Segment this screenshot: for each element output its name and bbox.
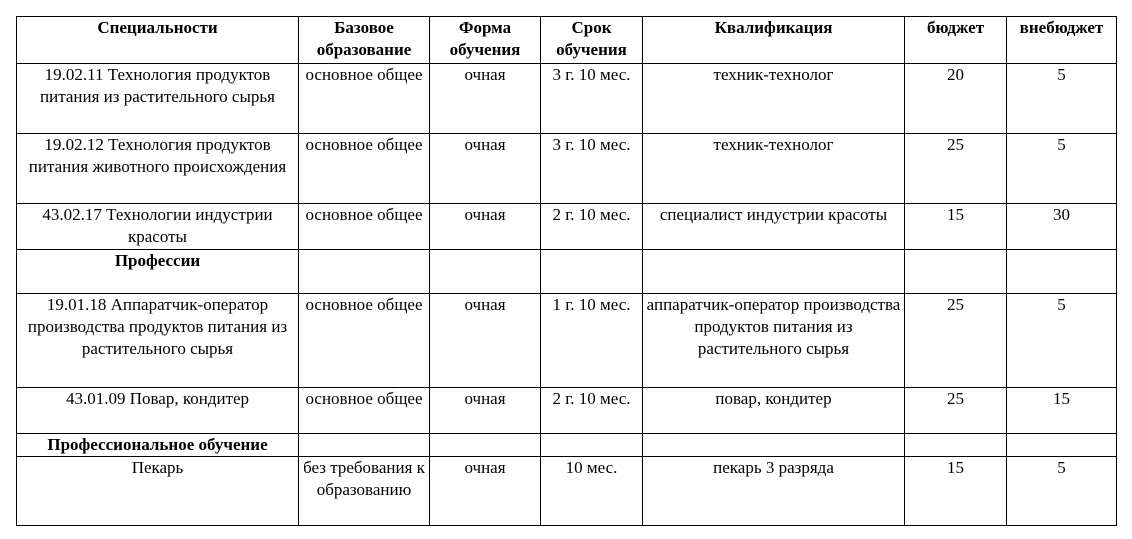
cell-duration: 2 г. 10 мес. <box>541 204 643 250</box>
cell-duration: 10 мес. <box>541 457 643 526</box>
cell-base-education: основное общее <box>299 64 430 134</box>
cell-budget: 25 <box>905 388 1007 434</box>
cell-specialty: 43.01.09 Повар, кондитер <box>17 388 299 434</box>
cell-study-form: очная <box>430 294 541 388</box>
cell-budget: 25 <box>905 294 1007 388</box>
cell-qualification: пекарь 3 разряда <box>643 457 905 526</box>
cell-study-form: очная <box>430 134 541 204</box>
header-base-education: Базовое образование <box>299 17 430 64</box>
header-row <box>17 17 1117 64</box>
cell-specialty: 19.02.11 Технология продуктов питания из растительного сырья <box>17 64 299 134</box>
header-extra-budget: внебюджет <box>1007 17 1117 64</box>
cell-qualification: аппаратчик-оператор производства продуктов питания из растительного сырья <box>643 294 905 388</box>
cell-specialty: 43.02.17 Технологии индустрии красоты <box>17 204 299 250</box>
cell-specialty: 19.02.12 Технология продуктов питания животного происхождения <box>17 134 299 204</box>
cell-extra-budget: 5 <box>1007 294 1117 388</box>
section-row <box>17 434 1117 457</box>
empty-cell <box>299 250 430 294</box>
empty-cell <box>905 250 1007 294</box>
empty-cell <box>643 250 905 294</box>
cell-duration: 3 г. 10 мес. <box>541 64 643 134</box>
cell-duration: 3 г. 10 мес. <box>541 134 643 204</box>
header-study-form: Форма обучения <box>430 17 541 64</box>
cell-budget: 25 <box>905 134 1007 204</box>
cell-study-form: очная <box>430 204 541 250</box>
cell-base-education: основное общее <box>299 204 430 250</box>
empty-cell <box>541 434 643 457</box>
empty-cell <box>643 434 905 457</box>
cell-duration: 1 г. 10 мес. <box>541 294 643 388</box>
cell-extra-budget: 5 <box>1007 64 1117 134</box>
cell-base-education: основное общее <box>299 134 430 204</box>
empty-cell <box>1007 434 1117 457</box>
empty-cell <box>430 250 541 294</box>
cell-study-form: очная <box>430 388 541 434</box>
cell-budget: 20 <box>905 64 1007 134</box>
table-row <box>17 388 1117 434</box>
cell-qualification: специалист индустрии красоты <box>643 204 905 250</box>
section-row <box>17 250 1117 294</box>
cell-duration: 2 г. 10 мес. <box>541 388 643 434</box>
cell-study-form: очная <box>430 457 541 526</box>
cell-budget: 15 <box>905 457 1007 526</box>
cell-qualification: техник-технолог <box>643 64 905 134</box>
cell-specialty: 19.01.18 Аппаратчик-оператор производства продуктов питания из растительного сырья <box>17 294 299 388</box>
table-row <box>17 134 1117 204</box>
section-title-professions: Профессии <box>17 250 299 294</box>
table-row <box>17 457 1117 526</box>
cell-extra-budget: 15 <box>1007 388 1117 434</box>
cell-extra-budget: 30 <box>1007 204 1117 250</box>
empty-cell <box>905 434 1007 457</box>
cell-base-education: основное общее <box>299 388 430 434</box>
header-duration: Срок обучения <box>541 17 643 64</box>
table-row <box>17 204 1117 250</box>
empty-cell <box>299 434 430 457</box>
header-qualification: Квалификация <box>643 17 905 64</box>
empty-cell <box>541 250 643 294</box>
cell-extra-budget: 5 <box>1007 134 1117 204</box>
cell-budget: 15 <box>905 204 1007 250</box>
cell-extra-budget: 5 <box>1007 457 1117 526</box>
table-row <box>17 294 1117 388</box>
cell-qualification: повар, кондитер <box>643 388 905 434</box>
cell-study-form: очная <box>430 64 541 134</box>
header-budget: бюджет <box>905 17 1007 64</box>
empty-cell <box>1007 250 1117 294</box>
cell-qualification: техник-технолог <box>643 134 905 204</box>
cell-base-education: основное общее <box>299 294 430 388</box>
section-title-professional-training: Профессиональное обучение <box>17 434 299 457</box>
table-row <box>17 64 1117 134</box>
cell-base-education: без требования к образованию <box>299 457 430 526</box>
empty-cell <box>430 434 541 457</box>
header-specialty: Специальности <box>17 17 299 64</box>
admission-plan-table <box>16 16 1117 526</box>
cell-specialty: Пекарь <box>17 457 299 526</box>
